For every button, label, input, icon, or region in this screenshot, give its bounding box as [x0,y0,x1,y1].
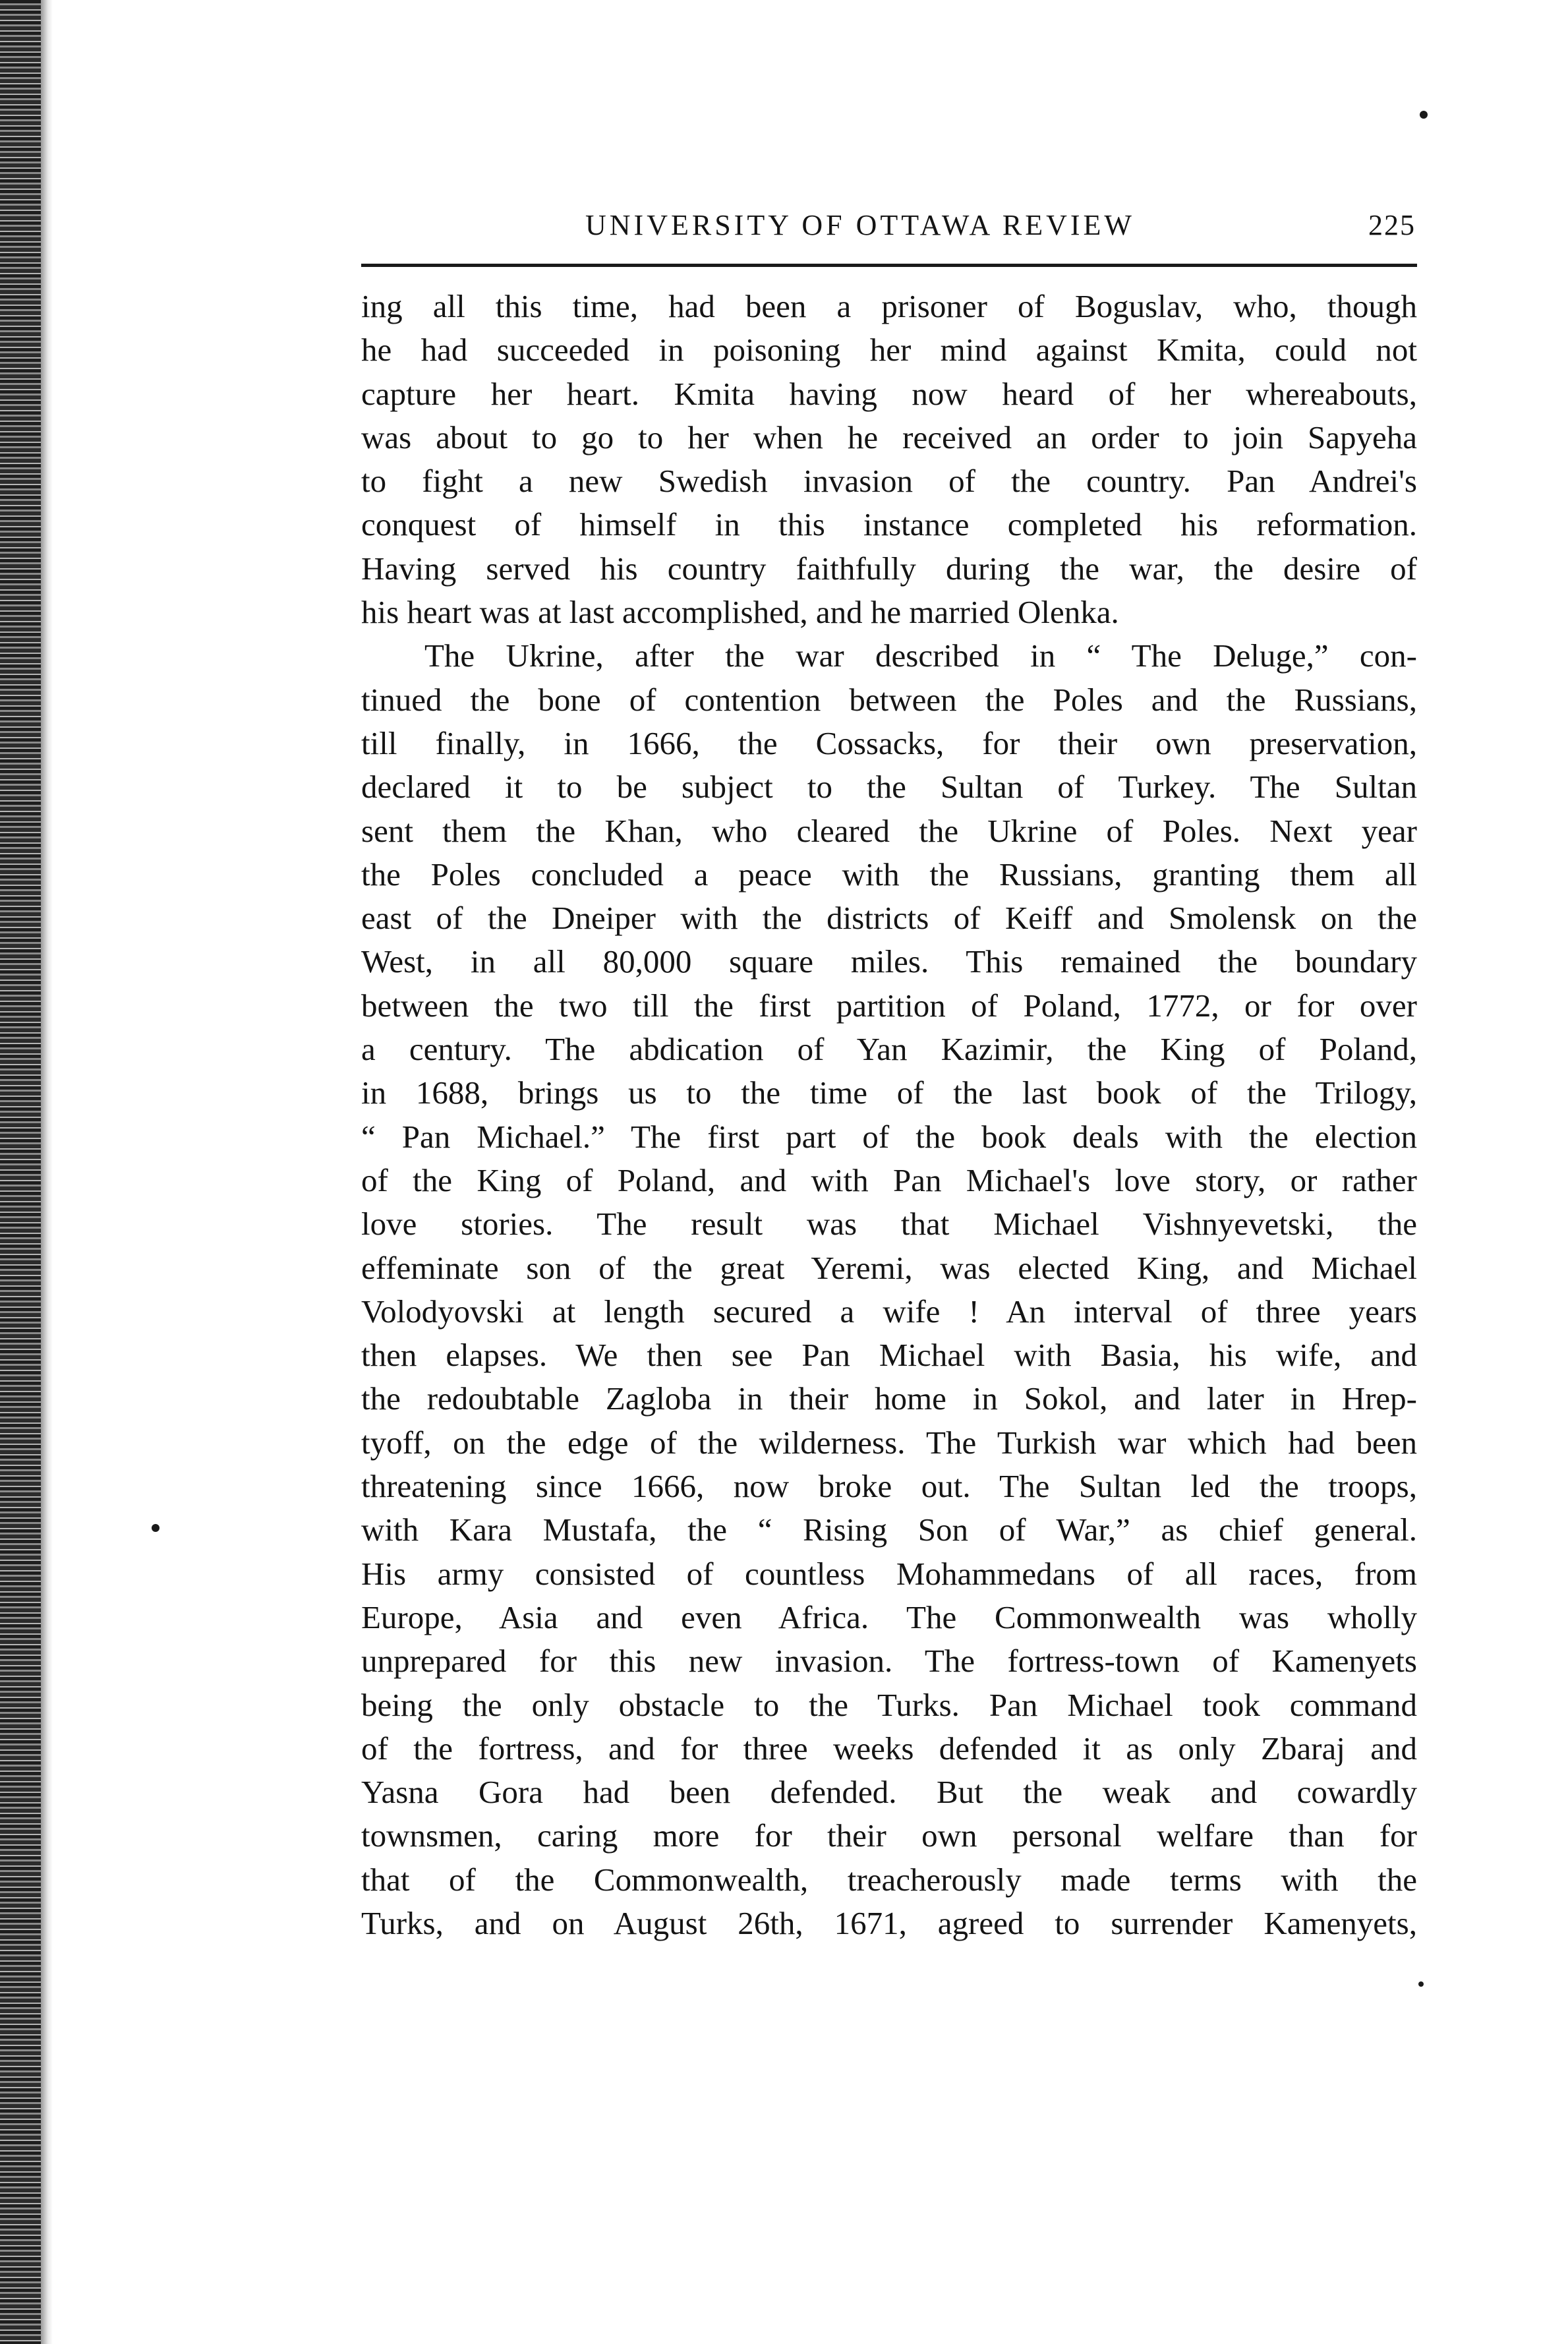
page-number: 225 [1368,209,1416,241]
text-line: was about to go to her when he received an order to join Sapyeha [361,419,1417,455]
text-line: tyoff, on the edge of the wilderness. The Turkish war which had been [361,1424,1417,1461]
text-line: Volodyovski at length secured a wife ! An interval of three years [361,1293,1417,1330]
paragraph-start-line: The Ukrine, after the war described in “ The Deluge,” con- [424,637,1417,674]
text-line: till finally, in 1666, the Cossacks, for their own preservation, [361,724,1417,761]
text-line: between the two till the first partition of Poland, 1772, or for over [361,987,1417,1024]
text-line: “ Pan Michael.” The first part of the book deals with the election [361,1118,1417,1155]
running-header [361,203,1416,256]
scan-speck [1420,111,1428,119]
text-line: effeminate son of the great Yeremi, was elected King, and Michael [361,1249,1417,1286]
text-line: to fight a new Swedish invasion of the country. Pan Andrei's [361,463,1417,500]
text-line: sent them the Khan, who cleared the Ukrine of Poles. Next year [361,812,1417,849]
text-line: Yasna Gora had been defended. But the weak and cowardly [361,1774,1417,1811]
text-line: ing all this time, had been a prisoner of Boguslav, who, though [361,288,1417,324]
text-line: townsmen, caring more for their own personal welfare than for [361,1817,1417,1854]
text-line: West, in all 80,000 square miles. This remained the boundary [361,943,1417,980]
text-line: with Kara Mustafa, the “ Rising Son of War,” as chief general. [361,1511,1417,1548]
binding-shadow [41,0,53,2344]
journal-title: UNIVERSITY OF OTTAWA REVIEW [585,209,1135,241]
text-line: then elapses. We then see Pan Michael with Basia, his wife, and [361,1337,1417,1374]
text-line: capture her heart. Kmita having now heard of her whereabouts, [361,375,1417,412]
text-line: being the only obstacle to the Turks. Pan Michael took command [361,1686,1417,1723]
text-line: Europe, Asia and even Africa. The Commonwealth was wholly [361,1598,1417,1635]
text-line: a century. The abdication of Yan Kazimir, the King of Poland, [361,1031,1417,1068]
text-line: love stories. The result was that Michael Vishnyevetski, the [361,1206,1417,1243]
text-line: his heart was at last accomplished, and he married Olenka. [361,594,1119,631]
text-line: of the King of Poland, and with Pan Michael's love story, or rather [361,1161,1417,1198]
text-line: he had succeeded in poisoning her mind against Kmita, could not [361,332,1417,368]
text-line: that of the Commonwealth, treacherously made terms with the [361,1861,1417,1898]
text-line: His army consisted of countless Mohammedans of all races, from [361,1555,1417,1592]
scan-speck [152,1524,160,1532]
text-line: of the fortress, and for three weeks defended it as only Zbaraj and [361,1730,1417,1767]
header-rule [361,264,1417,267]
text-line: threatening since 1666, now broke out. The Sultan led the troops, [361,1468,1417,1505]
text-line: in 1688, brings us to the time of the last book of the Trilogy, [361,1074,1417,1111]
article-body [361,285,1417,1945]
text-line: declared it to be subject to the Sultan of Turkey. The Sultan [361,769,1417,806]
text-line: unprepared for this new invasion. The fortress-town of Kamenyets [361,1643,1417,1680]
text-line: Turks, and on August 26th, 1671, agreed to surrender Kamenyets, [361,1904,1417,1941]
scan-speck [1418,1981,1424,1987]
text-line: the Poles concluded a peace with the Russians, granting them all [361,856,1417,893]
text-line: east of the Dneiper with the districts of Keiff and Smolensk on the [361,900,1417,937]
binding-strip [0,0,41,2344]
text-line: conquest of himself in this instance completed his reformation. [361,506,1417,543]
text-line: Having served his country faithfully during the war, the desire of [361,550,1417,587]
text-line: the redoubtable Zagloba in their home in Sokol, and later in Hrep- [361,1380,1417,1417]
text-line: tinued the bone of contention between the Poles and the Russians, [361,681,1417,718]
